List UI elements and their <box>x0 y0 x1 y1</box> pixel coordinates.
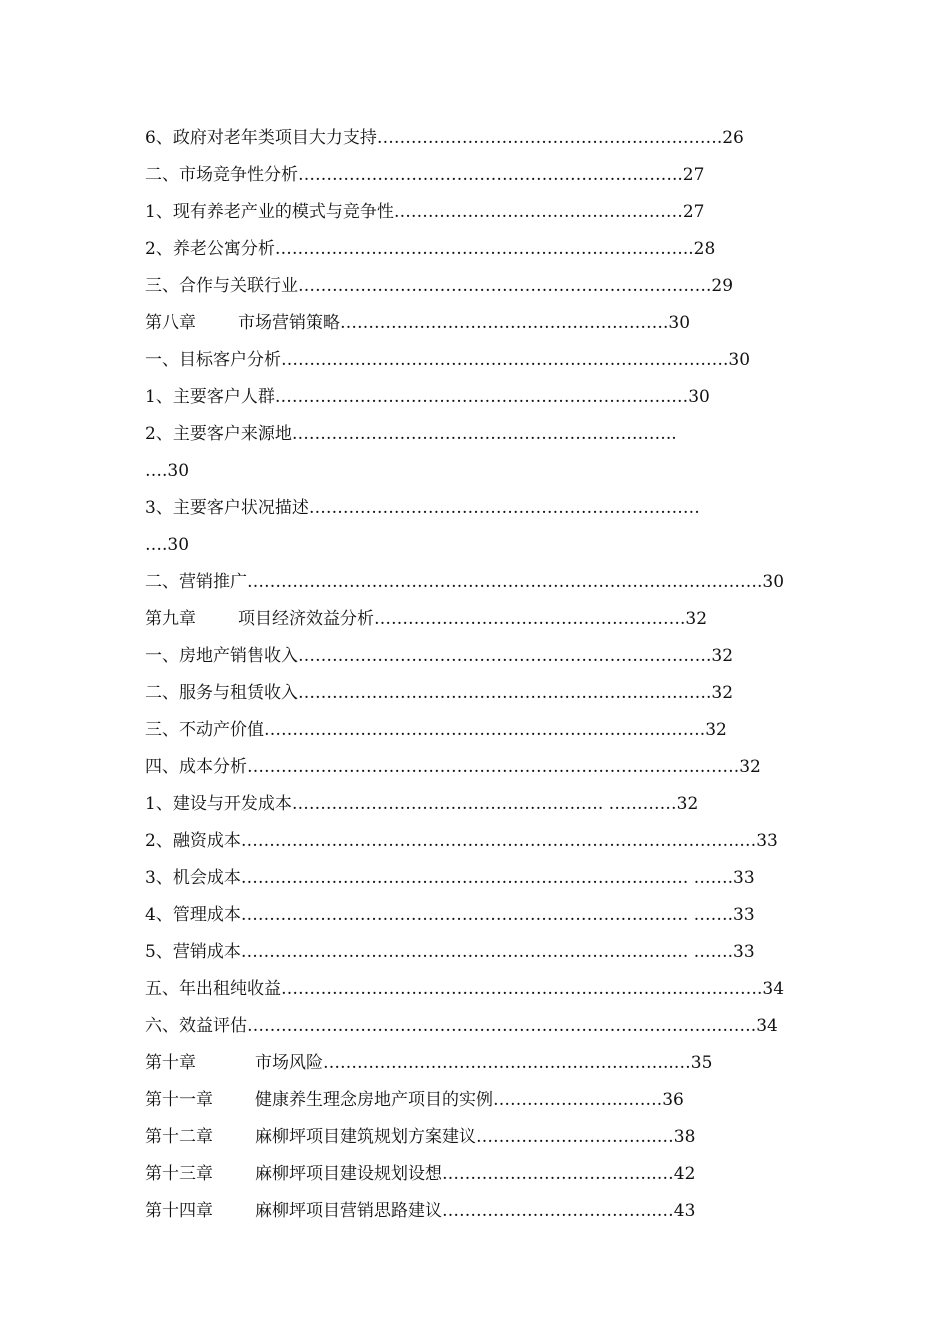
toc-chapter-entry <box>145 1119 805 1156</box>
toc-entry-continuation: ….30 <box>145 461 190 481</box>
toc-chapter-entry <box>145 1193 805 1230</box>
toc-entry: 5、营销成本……………………………………………………………………. …….33 <box>145 942 755 962</box>
chapter-title: 麻柳坪项目建筑规划方案建议…………………………..…38 <box>255 1127 696 1147</box>
toc-entry: 五、年出租纯收益………………………………………………………………………….34 <box>145 979 785 999</box>
toc-entry: 3、主要客户状况描述…………………………………………………………… <box>145 498 700 518</box>
chapter-title: 市场营销策略………………………………………………….30 <box>238 313 691 333</box>
toc-entry: 6、政府对老年类项目大力支持…………………………………………………….26 <box>145 128 744 148</box>
toc-chapter-entry <box>145 305 805 342</box>
chapter-number: 第十三章 <box>145 1164 213 1184</box>
table-of-contents <box>145 120 805 1230</box>
toc-entry: 三、合作与关联行业……………………………………………………………….29 <box>145 276 734 296</box>
toc-entry: 六、效益评估………………………………………………………………………..…….34 <box>145 1016 778 1036</box>
chapter-number: 第九章 <box>145 609 196 629</box>
toc-entry: 1、现有养老产业的模式与竞争性……………………………………………27 <box>145 202 705 222</box>
toc-entry: 3、机会成本……………………………………………………………………. …….33 <box>145 868 755 888</box>
toc-chapter-entry <box>145 1082 805 1119</box>
chapter-title: 麻柳坪项目营销思路建议………………………………..…43 <box>255 1201 696 1221</box>
toc-chapter-entry <box>145 1156 805 1193</box>
toc-entry: 2、主要客户来源地………………………………………………………….. <box>145 424 677 444</box>
toc-entry: 二、服务与租赁收入……………………………………………………………….32 <box>145 683 734 703</box>
chapter-number: 第十二章 <box>145 1127 213 1147</box>
toc-entry: 二、营销推广……………………………………………………………………………….30 <box>145 572 785 592</box>
toc-entry: 三、不动产价值……………………………………………………………..…….32 <box>145 720 727 740</box>
chapter-title: 市场风险……………………………………………………..…35 <box>255 1053 713 1073</box>
chapter-title: 项目经济效益分析……………………………………………….32 <box>238 609 708 629</box>
toc-entry: 1、主要客户人群…………………………………………………………….…30 <box>145 387 710 407</box>
chapter-number: 第十四章 <box>145 1201 213 1221</box>
chapter-number: 第十一章 <box>145 1090 213 1110</box>
chapter-title: 健康养生理念房地产项目的实例…………………..…….36 <box>255 1090 684 1110</box>
chapter-title: 麻柳坪项目建设规划设想………………………………..…42 <box>255 1164 696 1184</box>
toc-entry-continuation: ….30 <box>145 535 190 555</box>
toc-entry: 1、建设与开发成本………………………………………………. …………32 <box>145 794 699 814</box>
toc-entry: 4、管理成本……………………………………………………………………. …….33 <box>145 905 755 925</box>
toc-entry: 一、目标客户分析…………………………………………………………………….30 <box>145 350 751 370</box>
toc-entry: 2、融资成本…………………………………………………………………………….…33 <box>145 831 778 851</box>
toc-entry: 二、市场竞争性分析…………………………………………………………..27 <box>145 165 705 185</box>
toc-entry: 2、养老公寓分析………………………………………………………………..28 <box>145 239 716 259</box>
chapter-number: 第八章 <box>145 313 196 333</box>
toc-entry: 一、房地产销售收入……………………………………………………………….32 <box>145 646 734 666</box>
toc-chapter-entry <box>145 601 805 638</box>
toc-chapter-entry <box>145 1045 805 1082</box>
chapter-number: 第十章 <box>145 1053 196 1073</box>
toc-entry: 四、成本分析……………………………………………………………………..…….32 <box>145 757 761 777</box>
